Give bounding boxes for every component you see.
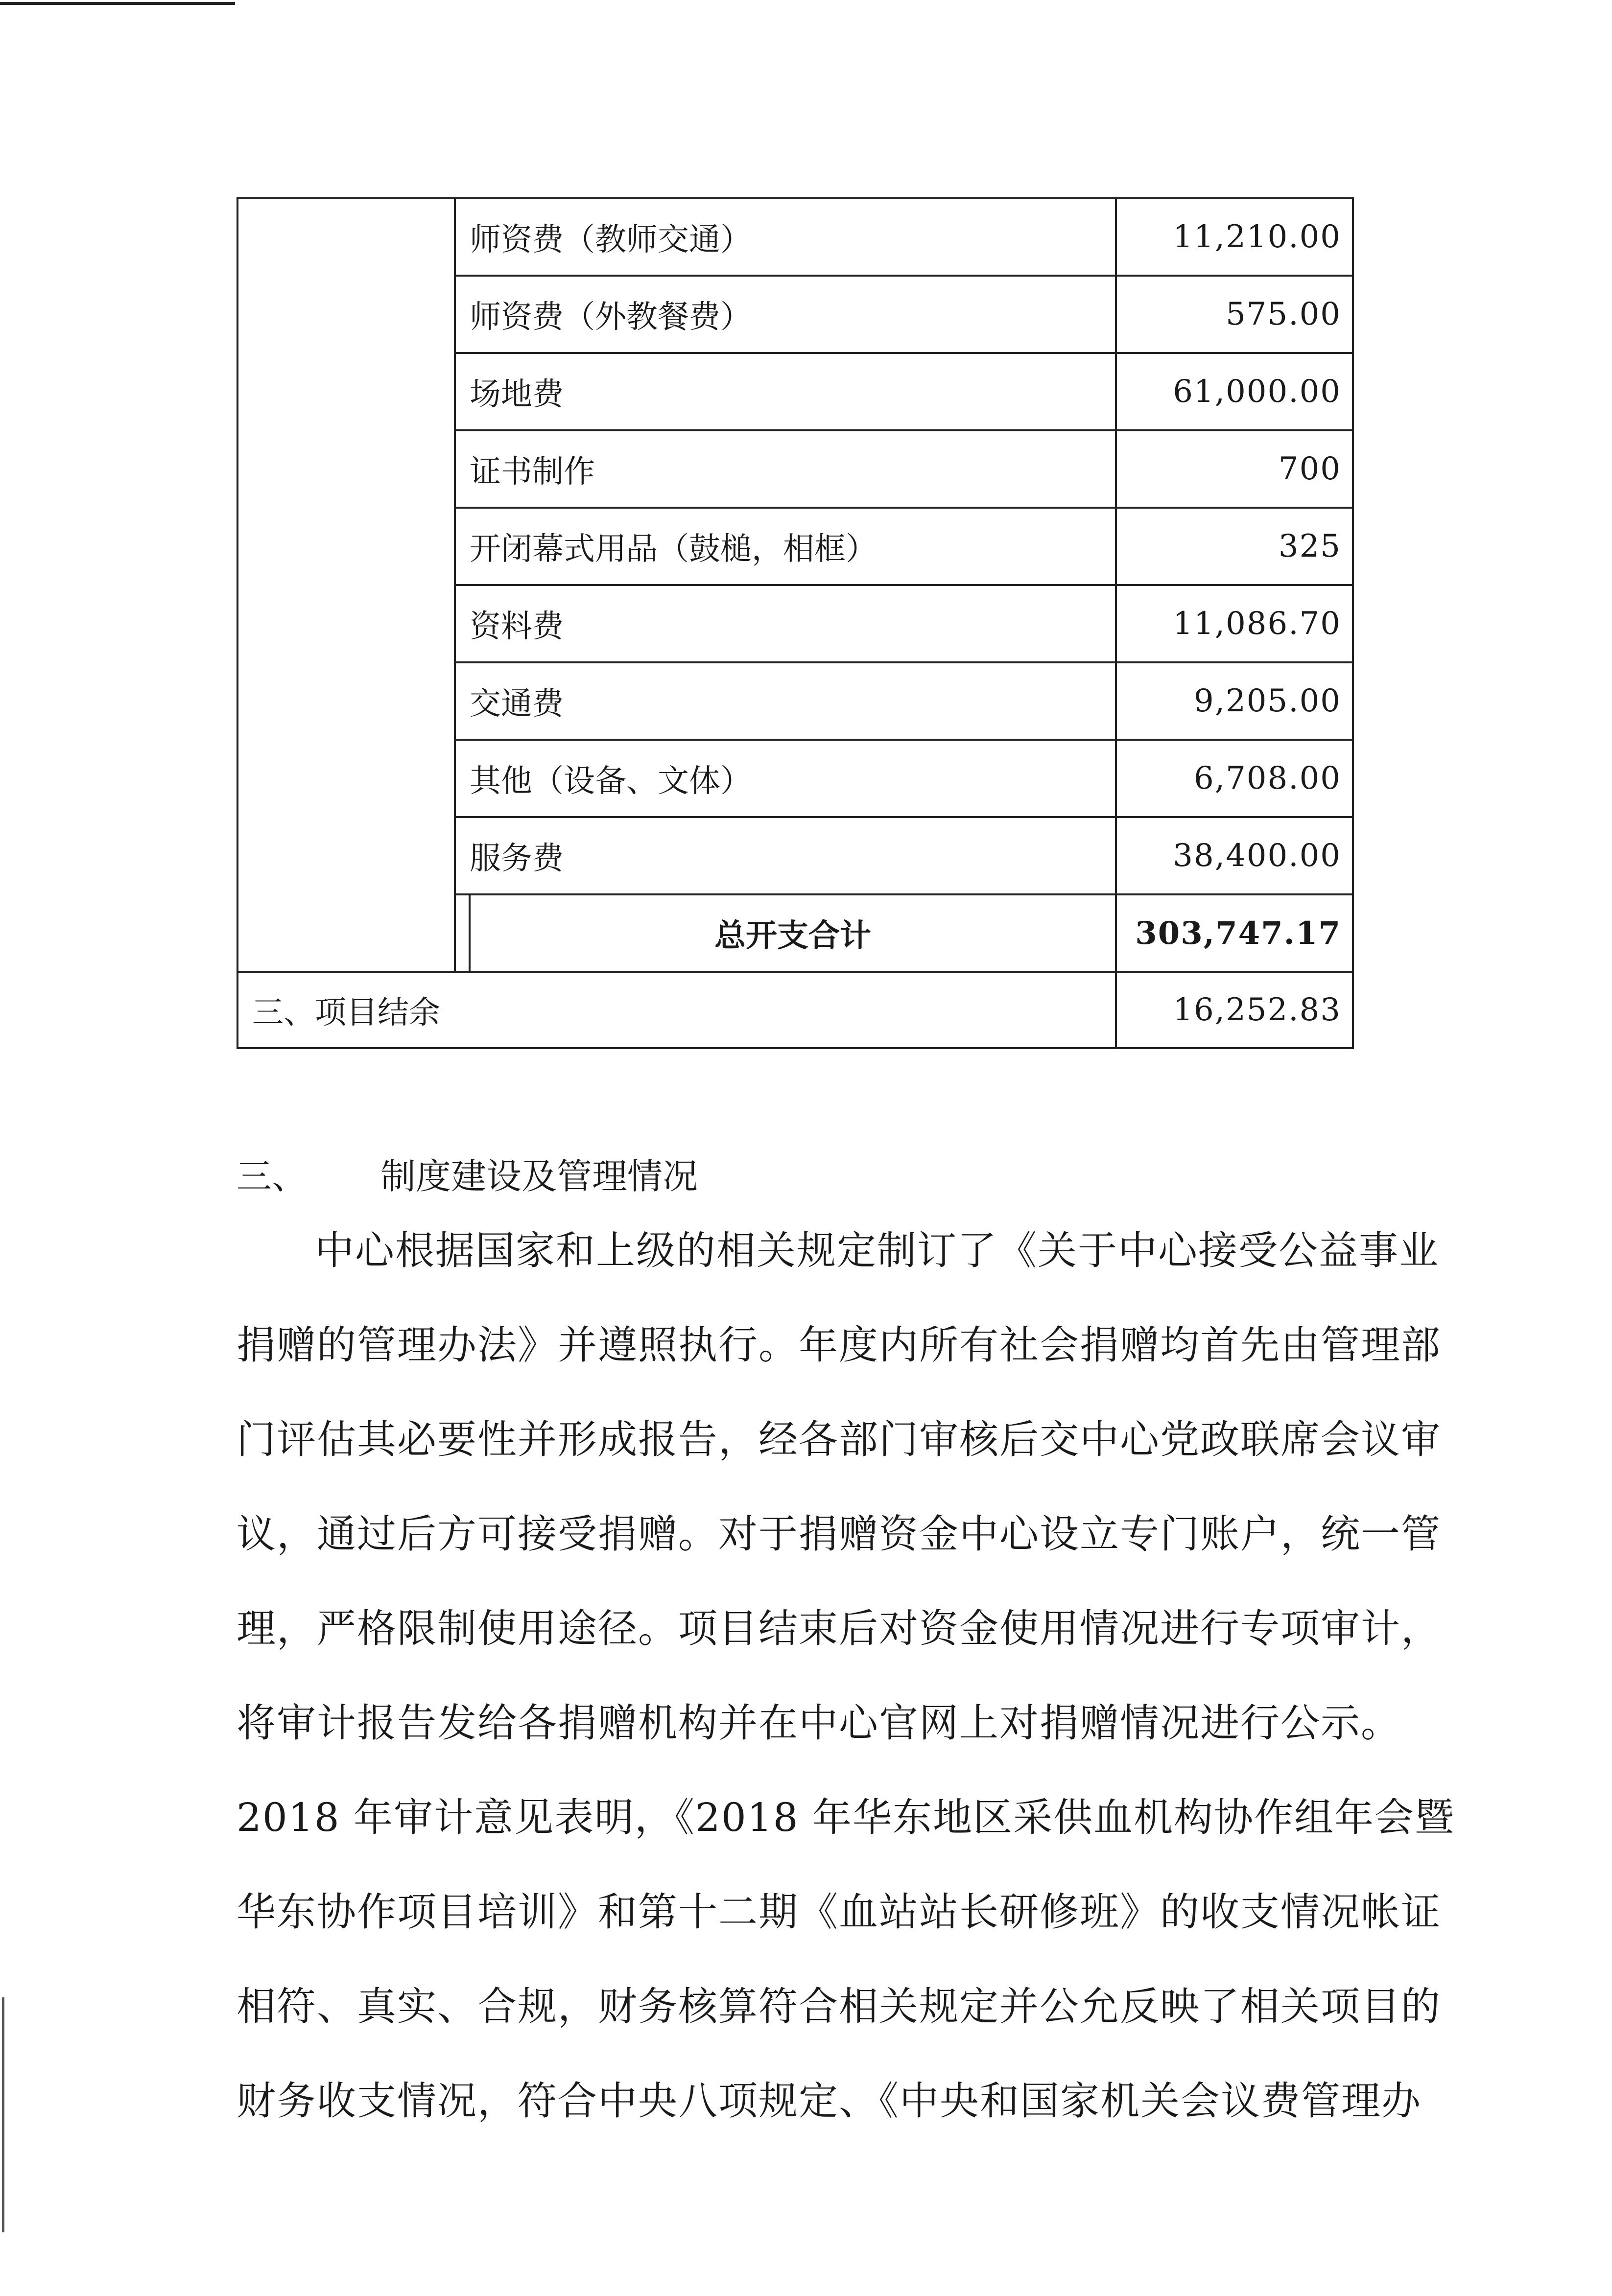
total-label: 总开支合计	[714, 917, 871, 954]
paragraph-line: 相符、真实、合规，财务核算符合相关规定并公允反映了相关项目的	[237, 1984, 1441, 2029]
expense-table	[237, 197, 1354, 1049]
row-value: 6,708.00	[1194, 760, 1341, 797]
row-label: 开闭幕式用品（鼓槌，相框）	[470, 531, 877, 567]
paragraph-line: 财务收支情况，符合中央八项规定、《中央和国家机关会议费管理办	[237, 2078, 1422, 2124]
row-label: 师资费（教师交通）	[470, 222, 752, 258]
scan-margin-mark	[2, 1997, 4, 2232]
row-label: 资料费	[470, 609, 564, 645]
scan-edge-line	[0, 2, 235, 5]
paragraph-line: 华东协作项目培训》和第十二期《血站站长研修班》的收支情况帐证	[237, 1889, 1441, 1935]
row-value: 9,205.00	[1194, 683, 1341, 719]
paragraph-line: 中心根据国家和上级的相关规定制订了《关于中心接受公益事业	[315, 1228, 1439, 1273]
row-value: 325	[1278, 528, 1341, 564]
row-value: 11,086.70	[1173, 606, 1341, 642]
row-label: 师资费（外教餐费）	[470, 299, 752, 335]
row-value: 38,400.00	[1173, 838, 1341, 874]
row-label: 交通费	[470, 686, 564, 722]
row-value: 61,000.00	[1173, 374, 1341, 410]
total-value: 303,747.17	[1135, 914, 1341, 952]
paragraph-line: 捐赠的管理办法》并遵照执行。年度内所有社会捐赠均首先由管理部	[237, 1322, 1441, 1368]
row-label: 服务费	[470, 841, 564, 877]
section-heading	[237, 1148, 698, 1199]
paragraph-line: 议，通过后方可接受捐赠。对于捐赠资金中心设立专门账户，统一管	[237, 1511, 1441, 1557]
row-label: 场地费	[470, 376, 564, 413]
balance-label: 三、项目结余	[252, 995, 440, 1031]
row-value: 575.00	[1226, 296, 1341, 332]
paragraph-line: 2018 年审计意见表明，《2018 年华东地区采供血机构协作组年会暨	[237, 1795, 1455, 1840]
row-value: 11,210.00	[1173, 219, 1341, 255]
row-value: 700	[1278, 451, 1341, 487]
row-label: 证书制作	[470, 454, 595, 490]
paragraph-line: 门评估其必要性并形成报告，经各部门审核后交中心党政联席会议审	[237, 1417, 1441, 1462]
paragraph-line: 将审计报告发给各捐赠机构并在中心官网上对捐赠情况进行公示。	[237, 1700, 1401, 1746]
section-paragraph	[237, 1224, 1455, 2169]
section-number: 三、	[237, 1156, 308, 1197]
row-label: 其他（设备、文体）	[470, 763, 752, 799]
paragraph-line: 理，严格限制使用途径。项目结束后对资金使用情况进行专项审计，	[237, 1606, 1441, 1651]
section-title: 制度建设及管理情况	[380, 1156, 698, 1197]
balance-value: 16,252.83	[1173, 992, 1341, 1028]
